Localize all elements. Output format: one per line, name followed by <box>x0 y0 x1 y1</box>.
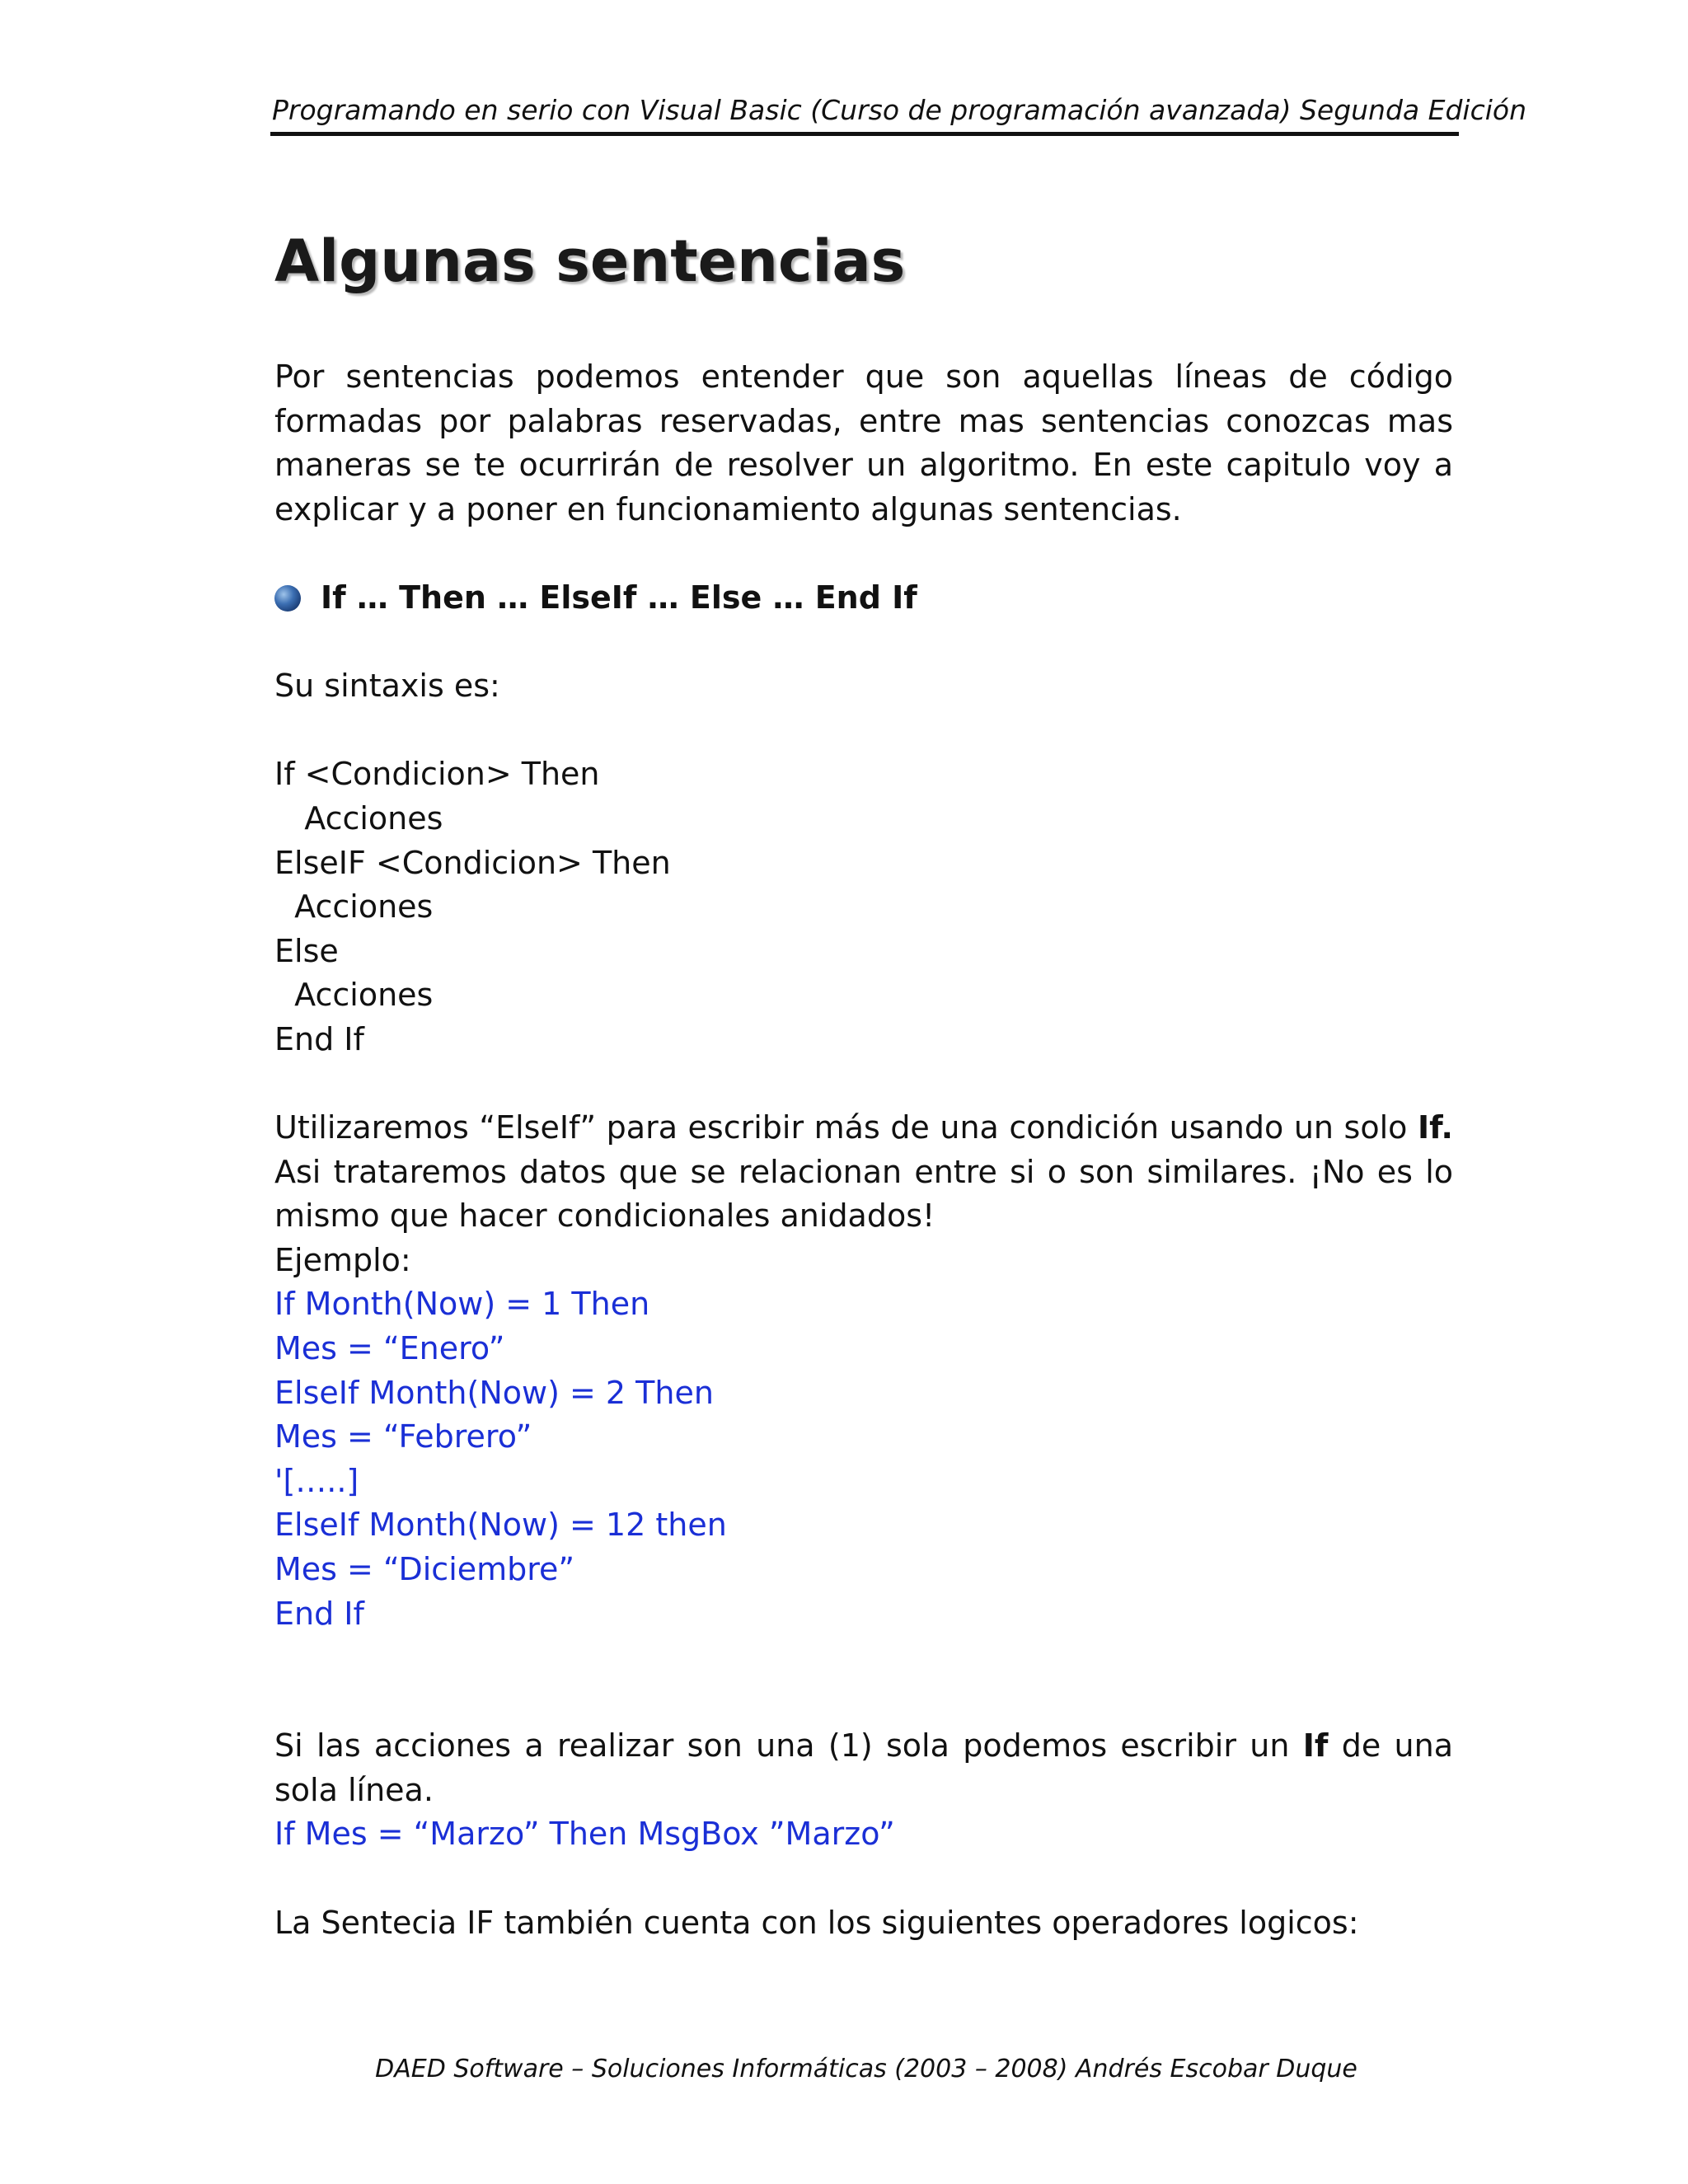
example-code-line: Mes = “Enero” <box>274 1330 505 1367</box>
explanation-text: Asi trataremos datos que se relacionan entre si o son similares. ¡No es lo mismo que hacer condicionales anidados! <box>274 1153 1453 1235</box>
syntax-line: Acciones <box>274 888 434 926</box>
example-code-line: If Month(Now) = 1 Then <box>274 1286 650 1323</box>
syntax-line: ElseIF <Condicion> Then <box>274 844 671 881</box>
example-code-line: '[…..] <box>274 1462 359 1499</box>
header-rule <box>270 132 1459 136</box>
spacer <box>274 532 1453 576</box>
page-body <box>274 355 1453 1945</box>
spacer <box>274 709 1453 753</box>
page-footer: DAED Software – Soluciones Informáticas (2003 – 2008) Andrés Escobar Duque <box>375 2055 1357 2083</box>
syntax-line: Acciones <box>274 977 434 1014</box>
explanation-paragraph <box>274 1106 1453 1239</box>
syntax-line: Acciones <box>274 799 443 837</box>
single-line-code: If Mes = “Marzo” Then MsgBox ”Marzo” <box>274 1816 895 1853</box>
explanation-text: Utilizaremos “ElseIf” para escribir más de una condición usando un solo <box>274 1109 1418 1146</box>
intro-paragraph: Por sentencias podemos entender que son aquellas líneas de código formadas por palabras reservadas, entre mas sentencias conozcas mas maneras se te ocurrirán de resolver un algoritmo. En este capitulo voy a explicar y a poner en funcionamiento algunas sentencias. <box>274 359 1453 527</box>
example-code-line: ElseIf Month(Now) = 12 then <box>274 1507 727 1544</box>
explanation-keyword: If. <box>1417 1109 1453 1146</box>
syntax-line: Else <box>274 932 339 969</box>
syntax-block <box>274 752 1453 1062</box>
section-heading <box>274 576 1453 621</box>
operators-intro: La Sentecia IF también cuenta con los siguientes operadores logicos: <box>274 1904 1359 1941</box>
section-heading-text: If … Then … ElseIf … Else … End If <box>321 579 917 616</box>
spacer <box>274 1857 1453 1901</box>
example-code-line: Mes = “Febrero” <box>274 1418 532 1455</box>
example-code-line: End If <box>274 1595 364 1632</box>
example-code-block <box>274 1282 1453 1636</box>
single-line-paragraph <box>274 1724 1453 1812</box>
example-code-line: ElseIf Month(Now) = 2 Then <box>274 1374 714 1411</box>
example-code-line: Mes = “Diciembre” <box>274 1551 575 1588</box>
page-title: Algunas sentencias <box>274 227 906 295</box>
syntax-line: End If <box>274 1020 364 1057</box>
syntax-label: Su sintaxis es: <box>274 668 500 705</box>
syntax-line: If <Condicion> Then <box>274 756 600 793</box>
running-header: Programando en serio con Visual Basic (Curso de programación avanzada) Segunda Edición <box>272 94 1527 126</box>
single-line-text: Si las acciones a realizar son una (1) sola podemos escribir un <box>274 1727 1303 1765</box>
spacer <box>274 1636 1453 1724</box>
single-line-keyword: If <box>1302 1727 1329 1765</box>
example-label: Ejemplo: <box>274 1241 411 1278</box>
globe-bullet-icon <box>274 585 301 612</box>
spacer <box>274 621 1453 665</box>
single-line-text: de una sola línea. <box>274 1727 1453 1808</box>
spacer <box>274 1062 1453 1107</box>
